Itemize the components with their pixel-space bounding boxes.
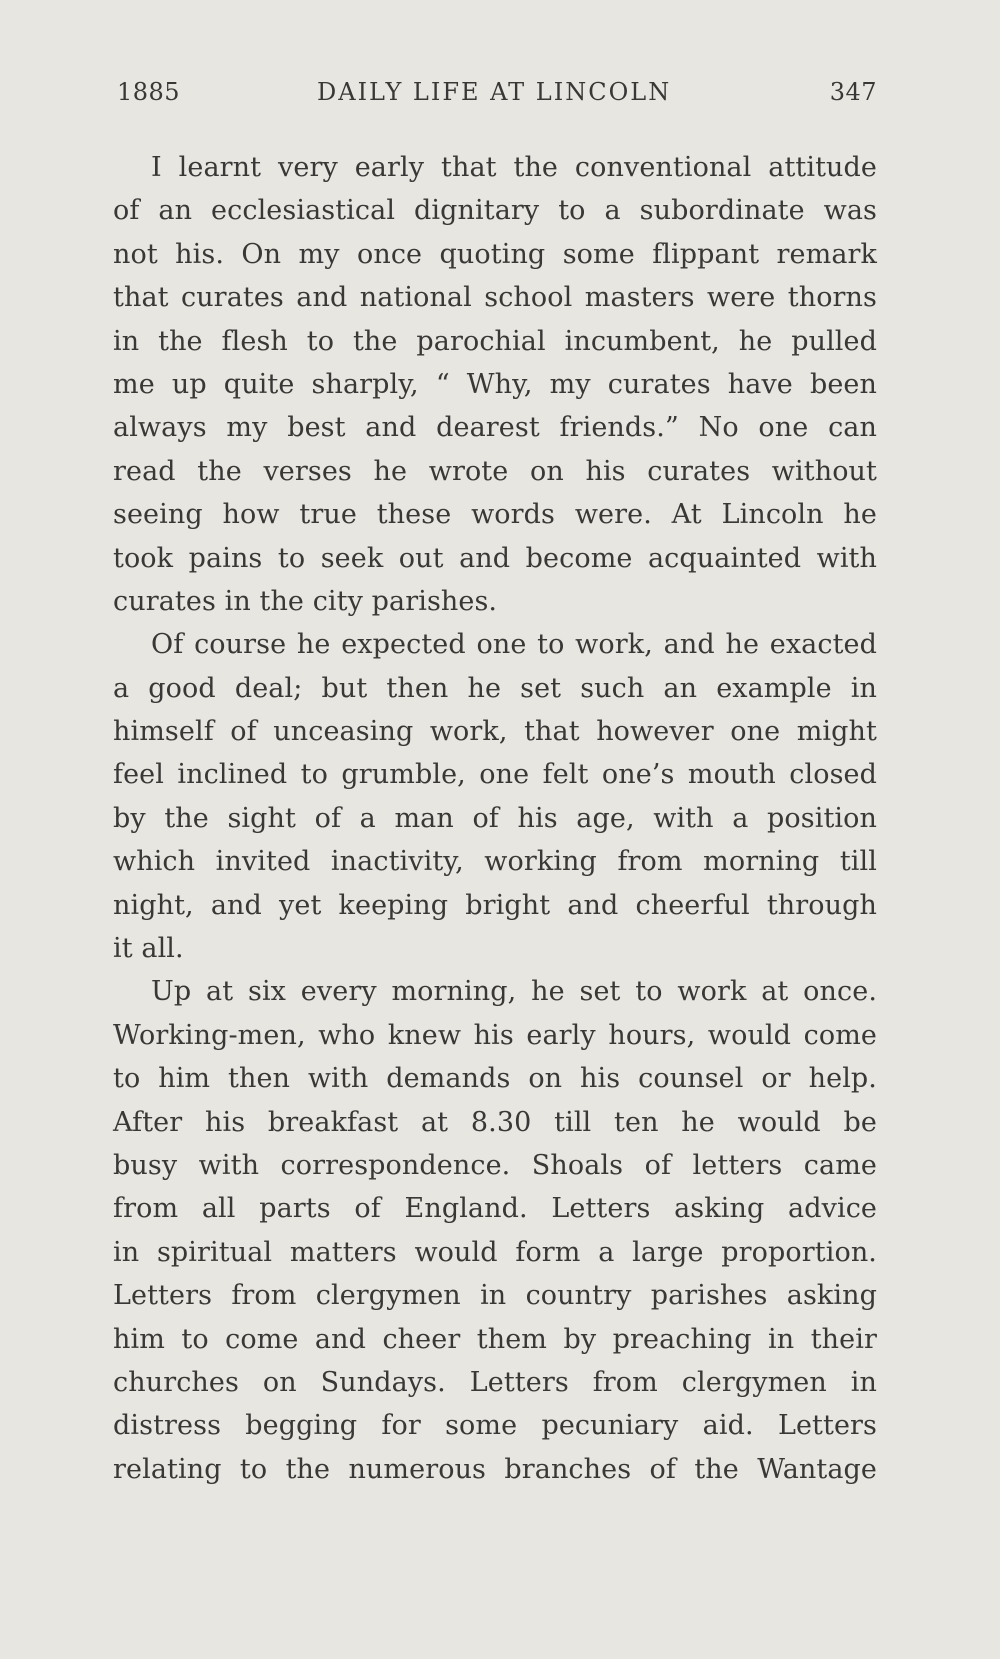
text-line: Of course he expected one to work, and he exacted <box>151 629 877 661</box>
text-line: from all parts of England. Letters asking advice <box>113 1193 877 1225</box>
text-line: of an ecclesiastical dignitary to a subordinate was <box>113 195 877 227</box>
text-line: in spiritual matters would form a large proportion. <box>113 1236 877 1268</box>
text-line: always my best and dearest friends.” No one can <box>113 412 877 444</box>
text-line: churches on Sundays. Letters from clergymen in <box>113 1366 877 1398</box>
text-line: relating to the numerous branches of the Wantage <box>113 1453 877 1485</box>
text-line: curates in the city parishes. <box>113 585 498 617</box>
text-line: not his. On my once quoting some flippant remark <box>113 238 877 270</box>
body-text <box>113 146 877 1491</box>
text-line: Letters from clergymen in country parishes asking <box>113 1280 877 1312</box>
text-line: feel inclined to grumble, one felt one’s mouth closed <box>113 759 877 791</box>
text-line: Up at six every morning, he set to work at once. <box>151 976 877 1008</box>
text-line: it all. <box>113 933 184 965</box>
text-line: that curates and national school masters were thorns <box>113 282 877 314</box>
header-year: 1885 <box>117 78 181 106</box>
text-line: busy with correspondence. Shoals of letters came <box>113 1149 877 1181</box>
page-number: 347 <box>829 78 877 106</box>
text-line: After his breakfast at 8.30 till ten he would be <box>113 1106 877 1138</box>
text-line: himself of unceasing work, that however one might <box>113 716 877 748</box>
text-line: a good deal; but then he set such an example in <box>113 672 877 704</box>
text-line: I learnt very early that the conventional attitude <box>151 152 877 183</box>
text-line: to him then with demands on his counsel or help. <box>113 1063 877 1095</box>
header-title: DAILY LIFE AT LINCOLN <box>317 78 672 106</box>
text-line: me up quite sharply, “ Why, my curates have been <box>113 368 877 400</box>
text-line: seeing how true these words were. At Lincoln he <box>113 499 877 531</box>
text-line: Working-men, who knew his early hours, would come <box>113 1019 877 1051</box>
text-line: read the verses he wrote on his curates without <box>113 455 877 487</box>
text-line: by the sight of a man of his age, with a position <box>113 802 877 834</box>
text-line: him to come and cheer them by preaching in their <box>113 1323 877 1355</box>
text-line: in the flesh to the parochial incumbent, he pulled <box>113 325 877 357</box>
text-line: night, and yet keeping bright and cheerful through <box>113 889 877 921</box>
text-line: which invited inactivity, working from morning till <box>113 846 877 878</box>
text-line: took pains to seek out and become acquainted with <box>113 542 877 574</box>
text-line: distress begging for some pecuniary aid. Letters <box>113 1410 877 1442</box>
running-head <box>117 78 877 118</box>
